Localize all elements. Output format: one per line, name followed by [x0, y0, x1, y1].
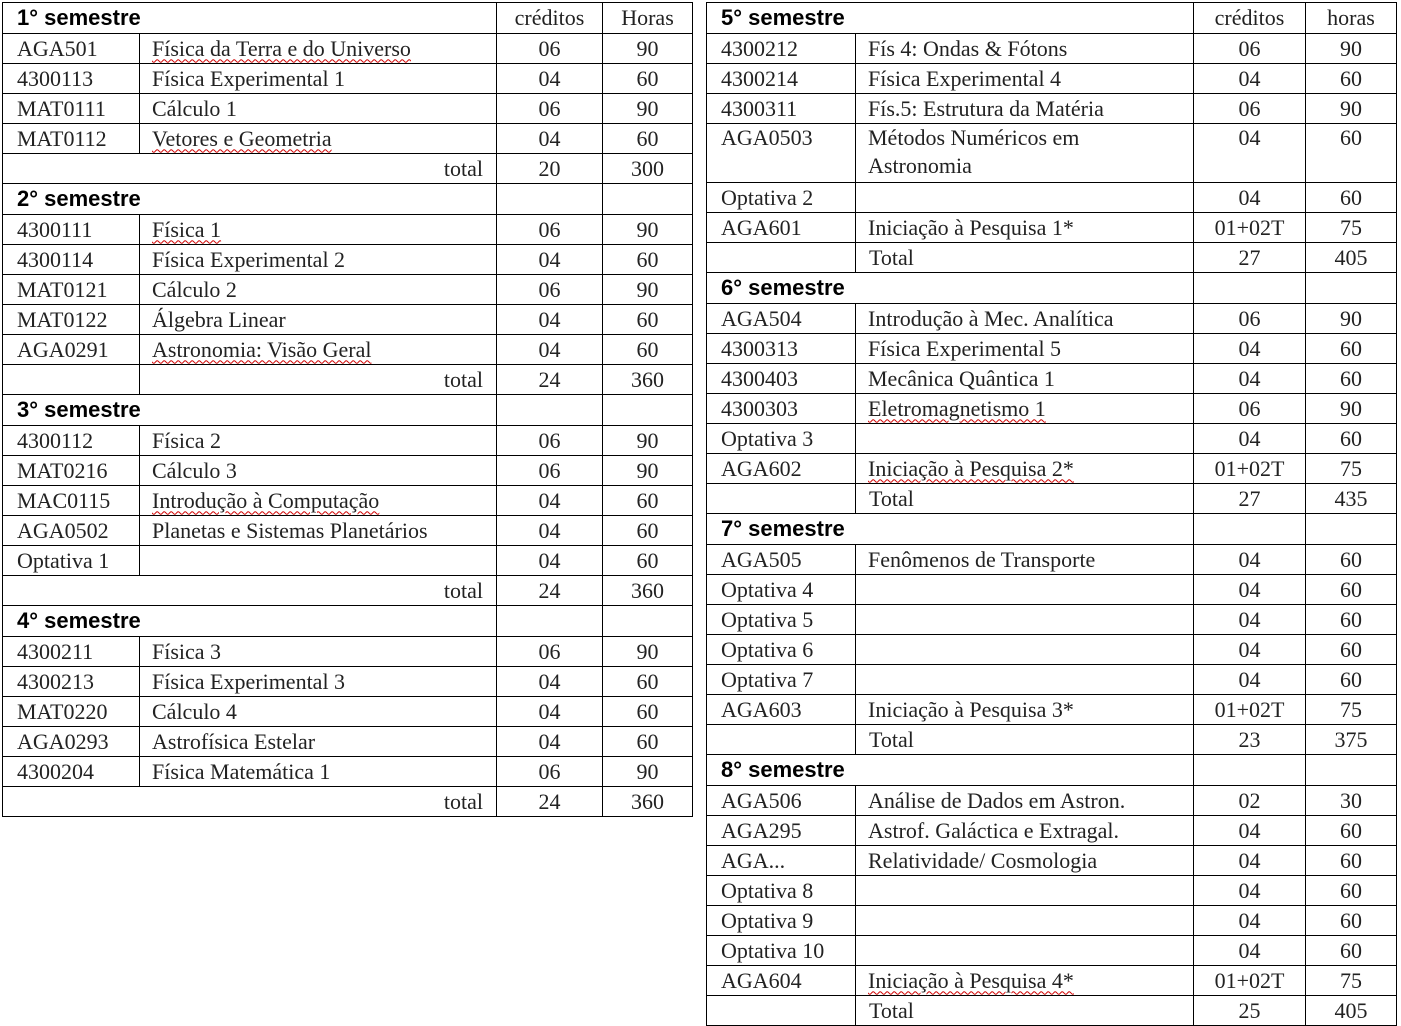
- course-credits: 04: [497, 697, 603, 727]
- course-code: Optativa 5: [707, 605, 856, 635]
- course-row: [707, 665, 1397, 695]
- course-row: [707, 34, 1397, 64]
- total-hours: 435: [1306, 484, 1397, 514]
- total-hours: 360: [603, 576, 693, 606]
- course-hours: 60: [1306, 665, 1397, 695]
- course-code: 4300212: [707, 34, 856, 64]
- course-name: Astrof. Galáctica e Extragal.: [856, 816, 1194, 846]
- course-credits: 06: [497, 637, 603, 667]
- course-hours: 60: [1306, 846, 1397, 876]
- total-label: Total: [856, 484, 1194, 514]
- total-credits: 27: [1194, 484, 1306, 514]
- course-credits: 04: [497, 305, 603, 335]
- course-name-text: Física 1: [152, 216, 222, 242]
- course-hours: 75: [1306, 695, 1397, 725]
- course-name: Física 3: [140, 637, 497, 667]
- course-name: [856, 876, 1194, 906]
- course-code: 4300313: [707, 334, 856, 364]
- course-credits: 04: [1194, 635, 1306, 665]
- course-hours: 90: [603, 426, 693, 456]
- course-row: [3, 516, 693, 546]
- course-code: MAC0115: [3, 486, 140, 516]
- course-credits: 04: [497, 64, 603, 94]
- semester-title: 7° semestre: [707, 514, 1194, 545]
- course-code: 4300303: [707, 394, 856, 424]
- total-credits: 25: [1194, 996, 1306, 1026]
- course-name: Física Experimental 2: [140, 245, 497, 275]
- course-code: MAT0112: [3, 124, 140, 154]
- course-name: Astrofísica Estelar: [140, 727, 497, 757]
- course-name-text: Iniciação à Pesquisa 4*: [868, 967, 1074, 993]
- course-row: [3, 546, 693, 576]
- course-hours: 60: [1306, 575, 1397, 605]
- semester-total-row: [3, 787, 693, 817]
- course-hours: 60: [1306, 635, 1397, 665]
- course-credits: 04: [497, 667, 603, 697]
- course-code: AGA0503: [707, 124, 856, 183]
- course-name: Física Experimental 3: [140, 667, 497, 697]
- course-credits: 04: [1194, 936, 1306, 966]
- course-row: [707, 906, 1397, 936]
- course-row: [707, 124, 1397, 183]
- course-row: [707, 424, 1397, 454]
- course-name: Cálculo 2: [140, 275, 497, 305]
- course-credits: 04: [1194, 846, 1306, 876]
- course-hours: 60: [1306, 906, 1397, 936]
- course-hours: 90: [1306, 304, 1397, 334]
- course-name: Relatividade/ Cosmologia: [856, 846, 1194, 876]
- course-row: [707, 846, 1397, 876]
- course-code: AGA...: [707, 846, 856, 876]
- course-row: [3, 245, 693, 275]
- course-code: Optativa 7: [707, 665, 856, 695]
- total-hours: 405: [1306, 996, 1397, 1026]
- course-credits: 04: [497, 124, 603, 154]
- course-code: 4300112: [3, 426, 140, 456]
- course-credits: 04: [1194, 424, 1306, 454]
- course-credits: 06: [497, 757, 603, 787]
- course-row: [707, 213, 1397, 243]
- course-row: [3, 426, 693, 456]
- course-hours: 90: [1306, 394, 1397, 424]
- course-code: AGA604: [707, 966, 856, 996]
- course-code: MAT0216: [3, 456, 140, 486]
- course-code: MAT0122: [3, 305, 140, 335]
- course-name-text: Introdução à Computação: [152, 487, 380, 513]
- course-hours: 75: [1306, 213, 1397, 243]
- course-credits: 04: [1194, 334, 1306, 364]
- course-code: 4300204: [3, 757, 140, 787]
- course-code: Optativa 6: [707, 635, 856, 665]
- course-hours: 60: [1306, 364, 1397, 394]
- course-name-text: Vetores e Geometria: [152, 125, 332, 151]
- semester-header: [3, 395, 693, 426]
- course-row: [707, 94, 1397, 124]
- total-credits: 23: [1194, 725, 1306, 755]
- course-name: [140, 486, 497, 516]
- course-hours: 60: [1306, 334, 1397, 364]
- course-row: [707, 966, 1397, 996]
- course-code: AGA505: [707, 545, 856, 575]
- course-code: AGA295: [707, 816, 856, 846]
- course-code: AGA0502: [3, 516, 140, 546]
- course-name: [856, 605, 1194, 635]
- semester-title: 1° semestre: [3, 3, 497, 34]
- course-row: [707, 605, 1397, 635]
- course-hours: 90: [603, 275, 693, 305]
- course-name: Introdução à Mec. Analítica: [856, 304, 1194, 334]
- course-name: [856, 575, 1194, 605]
- course-name: Álgebra Linear: [140, 305, 497, 335]
- course-name: Mecânica Quântica 1: [856, 364, 1194, 394]
- course-credits: 04: [497, 727, 603, 757]
- course-code: 4300213: [3, 667, 140, 697]
- course-name-text: Eletromagnetismo 1: [868, 395, 1046, 421]
- course-credits: 04: [497, 546, 603, 576]
- course-hours: 60: [603, 516, 693, 546]
- course-hours: 60: [1306, 876, 1397, 906]
- course-row: [3, 697, 693, 727]
- course-name: [140, 34, 497, 64]
- semester-title: 8° semestre: [707, 755, 1194, 786]
- course-name: [856, 454, 1194, 484]
- course-credits: 04: [1194, 64, 1306, 94]
- course-row: [707, 786, 1397, 816]
- course-code: AGA602: [707, 454, 856, 484]
- course-hours: 75: [1306, 454, 1397, 484]
- course-name: [856, 635, 1194, 665]
- course-credits: 04: [1194, 364, 1306, 394]
- course-code: MAT0220: [3, 697, 140, 727]
- course-row: [707, 183, 1397, 213]
- course-credits: 04: [1194, 183, 1306, 213]
- course-code: Optativa 9: [707, 906, 856, 936]
- total-label: Total: [856, 243, 1194, 273]
- course-row: [3, 215, 693, 245]
- hours-column-header: horas: [1306, 3, 1397, 34]
- course-hours: 60: [1306, 816, 1397, 846]
- semester-header: [707, 273, 1397, 304]
- course-row: [707, 936, 1397, 966]
- course-code: 4300311: [707, 94, 856, 124]
- semester-total-row: [707, 243, 1397, 273]
- total-hours: 360: [603, 787, 693, 817]
- semester-title: 3° semestre: [3, 395, 497, 426]
- course-name: Fís 4: Ondas & Fótons: [856, 34, 1194, 64]
- course-code: AGA506: [707, 786, 856, 816]
- course-code: 4300211: [3, 637, 140, 667]
- course-hours: 60: [1306, 64, 1397, 94]
- curriculum-table-right: [706, 2, 1397, 1026]
- course-hours: 90: [603, 34, 693, 64]
- course-name-text: Iniciação à Pesquisa 2*: [868, 455, 1074, 481]
- course-credits: 04: [497, 516, 603, 546]
- semester-header: [707, 514, 1397, 545]
- course-row: [3, 275, 693, 305]
- course-code: Optativa 2: [707, 183, 856, 213]
- course-name: [140, 124, 497, 154]
- course-credits: 01+02T: [1194, 966, 1306, 996]
- total-hours: 300: [603, 154, 693, 184]
- course-credits: 06: [1194, 34, 1306, 64]
- course-credits: 06: [497, 426, 603, 456]
- course-code: 4300403: [707, 364, 856, 394]
- course-name: [856, 183, 1194, 213]
- course-hours: 60: [603, 335, 693, 365]
- course-credits: 04: [497, 335, 603, 365]
- total-credits: 24: [497, 365, 603, 395]
- course-code: AGA501: [3, 34, 140, 64]
- course-name: Fís.5: Estrutura da Matéria: [856, 94, 1194, 124]
- course-row: [707, 454, 1397, 484]
- course-row: [707, 876, 1397, 906]
- course-hours: 90: [603, 215, 693, 245]
- course-credits: 04: [1194, 876, 1306, 906]
- course-name: [140, 215, 497, 245]
- semester-title: 2° semestre: [3, 184, 497, 215]
- total-label: total: [3, 576, 497, 606]
- semester-header: [3, 606, 693, 637]
- course-row: [3, 727, 693, 757]
- semester-title: 6° semestre: [707, 273, 1194, 304]
- course-credits: 06: [497, 215, 603, 245]
- course-hours: 90: [1306, 94, 1397, 124]
- total-hours: 360: [603, 365, 693, 395]
- course-hours: 60: [603, 245, 693, 275]
- course-name-text: Astronomia: Visão Geral: [152, 336, 372, 362]
- course-code: Optativa 4: [707, 575, 856, 605]
- semester-header: [3, 184, 693, 215]
- course-row: [707, 695, 1397, 725]
- total-label: total: [140, 365, 497, 395]
- course-name: [140, 335, 497, 365]
- course-hours: 90: [603, 637, 693, 667]
- course-row: [707, 816, 1397, 846]
- semester-header: [3, 3, 693, 34]
- course-credits: 04: [497, 245, 603, 275]
- total-credits: 24: [497, 787, 603, 817]
- course-credits: 06: [497, 456, 603, 486]
- semester-title: 4° semestre: [3, 606, 497, 637]
- course-row: [3, 34, 693, 64]
- course-name: [856, 936, 1194, 966]
- course-credits: 04: [1194, 545, 1306, 575]
- course-hours: 60: [603, 124, 693, 154]
- course-name: Física Experimental 1: [140, 64, 497, 94]
- course-hours: 60: [1306, 545, 1397, 575]
- course-row: [3, 486, 693, 516]
- semester-header: [707, 3, 1397, 34]
- course-credits: 04: [1194, 605, 1306, 635]
- course-row: [707, 364, 1397, 394]
- course-name: [140, 546, 497, 576]
- course-hours: 60: [603, 486, 693, 516]
- course-hours: 60: [1306, 183, 1397, 213]
- semester-total-row: [707, 484, 1397, 514]
- semester-total-row: [707, 996, 1397, 1026]
- curriculum-table-left: [2, 2, 693, 817]
- hours-column-header: Horas: [603, 3, 693, 34]
- course-credits: 01+02T: [1194, 695, 1306, 725]
- total-hours: 375: [1306, 725, 1397, 755]
- semester-total-row: [3, 154, 693, 184]
- course-row: [3, 335, 693, 365]
- credits-column-header: créditos: [1194, 3, 1306, 34]
- course-code: AGA504: [707, 304, 856, 334]
- course-hours: 60: [603, 64, 693, 94]
- course-name: Iniciação à Pesquisa 1*: [856, 213, 1194, 243]
- course-row: [707, 575, 1397, 605]
- course-credits: 04: [1194, 906, 1306, 936]
- course-hours: 90: [603, 456, 693, 486]
- course-row: [707, 334, 1397, 364]
- course-hours: 90: [1306, 34, 1397, 64]
- course-hours: 60: [1306, 605, 1397, 635]
- course-name: Física Experimental 4: [856, 64, 1194, 94]
- course-code: AGA601: [707, 213, 856, 243]
- course-hours: 30: [1306, 786, 1397, 816]
- total-credits: 24: [497, 576, 603, 606]
- course-hours: 60: [1306, 124, 1397, 183]
- course-code: MAT0111: [3, 94, 140, 124]
- semester-total-row: [3, 365, 693, 395]
- course-credits: 04: [1194, 575, 1306, 605]
- course-row: [707, 545, 1397, 575]
- course-code: 4300114: [3, 245, 140, 275]
- course-row: [3, 757, 693, 787]
- course-name: Cálculo 1: [140, 94, 497, 124]
- course-name: Métodos Numéricos em Astronomia: [856, 124, 1194, 183]
- course-hours: 75: [1306, 966, 1397, 996]
- semester-title: 5° semestre: [707, 3, 1194, 34]
- course-code: Optativa 8: [707, 876, 856, 906]
- total-label: Total: [856, 996, 1194, 1026]
- course-hours: 60: [603, 667, 693, 697]
- course-credits: 02: [1194, 786, 1306, 816]
- course-hours: 60: [603, 697, 693, 727]
- course-code: Optativa 10: [707, 936, 856, 966]
- course-hours: 60: [1306, 936, 1397, 966]
- course-name-text: Física da Terra e do Universo: [152, 35, 411, 61]
- semester-header: [707, 755, 1397, 786]
- course-code: Optativa 1: [3, 546, 140, 576]
- semester-total-row: [3, 576, 693, 606]
- total-label: Total: [856, 725, 1194, 755]
- course-name: Planetas e Sistemas Planetários: [140, 516, 497, 546]
- course-credits: 06: [1194, 94, 1306, 124]
- course-code: 4300111: [3, 215, 140, 245]
- course-name: [856, 665, 1194, 695]
- course-row: [707, 64, 1397, 94]
- course-credits: 06: [1194, 394, 1306, 424]
- course-name: Análise de Dados em Astron.: [856, 786, 1194, 816]
- course-name: Física 2: [140, 426, 497, 456]
- course-name: [856, 424, 1194, 454]
- course-name: Cálculo 3: [140, 456, 497, 486]
- semester-total-row: [707, 725, 1397, 755]
- total-credits: 20: [497, 154, 603, 184]
- course-row: [3, 456, 693, 486]
- course-name: Iniciação à Pesquisa 3*: [856, 695, 1194, 725]
- course-row: [707, 394, 1397, 424]
- course-code: MAT0121: [3, 275, 140, 305]
- course-hours: 60: [1306, 424, 1397, 454]
- course-credits: 06: [497, 94, 603, 124]
- course-code: AGA0293: [3, 727, 140, 757]
- course-credits: 06: [497, 275, 603, 305]
- course-credits: 06: [497, 34, 603, 64]
- course-credits: 06: [1194, 304, 1306, 334]
- total-label: total: [3, 154, 497, 184]
- course-hours: 90: [603, 757, 693, 787]
- course-row: [707, 635, 1397, 665]
- course-name: Fenômenos de Transporte: [856, 545, 1194, 575]
- course-row: [3, 667, 693, 697]
- course-row: [707, 304, 1397, 334]
- total-hours: 405: [1306, 243, 1397, 273]
- course-name: [856, 394, 1194, 424]
- course-hours: 60: [603, 727, 693, 757]
- course-code: Optativa 3: [707, 424, 856, 454]
- course-hours: 90: [603, 94, 693, 124]
- course-hours: 60: [603, 546, 693, 576]
- course-hours: 60: [603, 305, 693, 335]
- course-row: [3, 94, 693, 124]
- course-name: Cálculo 4: [140, 697, 497, 727]
- course-code: 4300214: [707, 64, 856, 94]
- course-credits: 01+02T: [1194, 213, 1306, 243]
- course-credits: 04: [1194, 665, 1306, 695]
- course-code: AGA603: [707, 695, 856, 725]
- course-row: [3, 637, 693, 667]
- course-code: 4300113: [3, 64, 140, 94]
- course-name: [856, 966, 1194, 996]
- course-row: [3, 305, 693, 335]
- total-label: total: [3, 787, 497, 817]
- course-credits: 01+02T: [1194, 454, 1306, 484]
- course-row: [3, 124, 693, 154]
- course-credits: 04: [1194, 124, 1306, 183]
- course-row: [3, 64, 693, 94]
- total-credits: 27: [1194, 243, 1306, 273]
- course-name: Física Experimental 5: [856, 334, 1194, 364]
- course-code: AGA0291: [3, 335, 140, 365]
- course-name: Física Matemática 1: [140, 757, 497, 787]
- credits-column-header: créditos: [497, 3, 603, 34]
- course-credits: 04: [497, 486, 603, 516]
- course-credits: 04: [1194, 816, 1306, 846]
- course-name: [856, 906, 1194, 936]
